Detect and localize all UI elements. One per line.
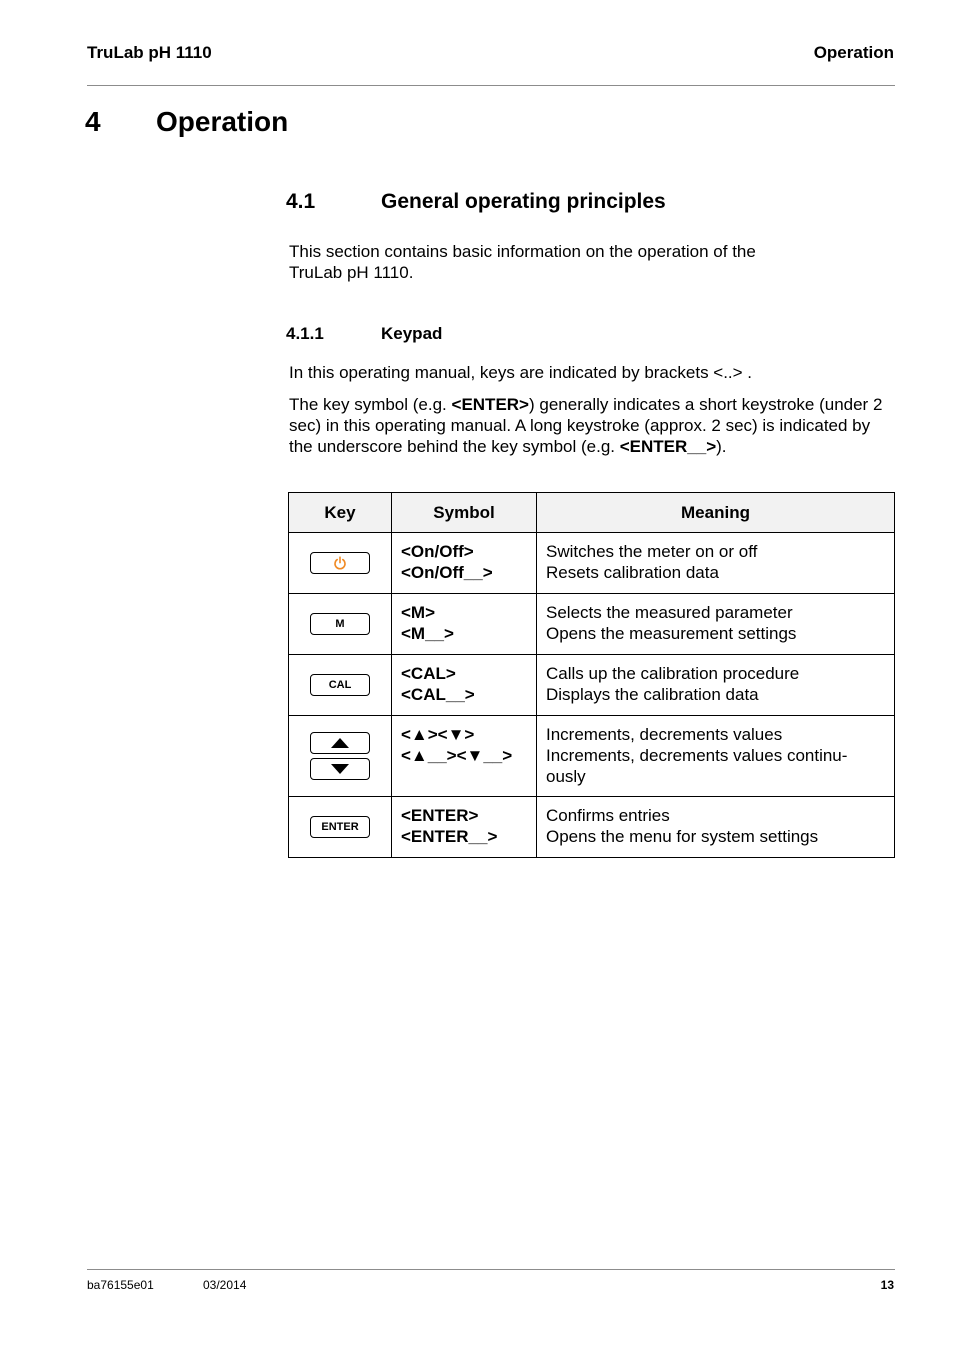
symbol-cell — [392, 594, 537, 655]
meaning-short: Increments, decrements values — [546, 725, 783, 744]
table-header-row — [289, 493, 895, 533]
symbol-short: <M> — [401, 603, 436, 622]
symbol-short: <On/Off> — [401, 542, 474, 561]
header-section: Operation — [813, 43, 894, 62]
on-off-key — [310, 552, 370, 574]
footer-doc-id: ba76155e01 — [87, 1278, 154, 1292]
keypad-table — [288, 492, 895, 858]
meaning-short: Switches the meter on or off — [546, 542, 758, 561]
footer-date: 03/2014 — [203, 1278, 247, 1292]
cal-key: CAL — [310, 674, 370, 696]
meaning-cell — [537, 594, 895, 655]
table-row — [289, 655, 895, 716]
header-title: TruLab pH 1110 — [87, 43, 212, 62]
table-row — [289, 533, 895, 594]
symbol-cell — [392, 655, 537, 716]
meaning-cell — [537, 797, 895, 858]
meaning-cell — [537, 533, 895, 594]
symbol-long: <M__> — [401, 624, 454, 643]
meaning-long: Opens the measurement settings — [546, 624, 797, 643]
up-arrow-icon — [330, 737, 350, 749]
power-icon — [333, 556, 347, 570]
arrow-keys — [310, 732, 370, 780]
symbol-long: <ENTER__> — [401, 827, 498, 846]
meaning-long: Displays the calibration data — [546, 685, 759, 704]
section-intro: This section contains basic information on the operation of the TruLab pH 1110. — [289, 242, 756, 282]
symbol-cell — [392, 533, 537, 594]
symbol-short: <CAL> — [401, 664, 456, 683]
meaning-long: Resets calibration data — [546, 563, 719, 582]
enter-key: ENTER — [310, 816, 370, 838]
meaning-long: Increments, decrements values continu-ously — [546, 746, 848, 786]
down-key — [310, 758, 370, 780]
key-cell — [289, 533, 392, 594]
meaning-short: Selects the measured parameter — [546, 603, 793, 622]
up-key — [310, 732, 370, 754]
symbol-short: <ENTER> — [401, 806, 479, 825]
footer-rule — [87, 1269, 895, 1270]
page-number: 13 — [880, 1278, 894, 1292]
down-arrow-icon — [330, 763, 350, 775]
keypad-paragraph-1: In this operating manual, keys are indicated by brackets <..> . — [289, 363, 753, 382]
table-row — [289, 716, 895, 797]
table-row — [289, 594, 895, 655]
meaning-cell — [537, 655, 895, 716]
symbol-short: <▲><▼> — [401, 725, 475, 744]
m-key: M — [310, 613, 370, 635]
chapter-number: 4 — [85, 106, 101, 137]
subsection-title: Keypad — [381, 324, 443, 343]
symbol-long: <▲__><▼__> — [401, 746, 513, 765]
column-header-key: Key — [289, 493, 392, 533]
meaning-long: Opens the menu for system settings — [546, 827, 819, 846]
symbol-long: <On/Off__> — [401, 563, 493, 582]
symbol-long: <CAL__> — [401, 685, 475, 704]
key-cell — [289, 797, 392, 858]
chapter-title: Operation — [156, 106, 289, 137]
column-header-symbol: Symbol — [392, 493, 537, 533]
symbol-cell — [392, 797, 537, 858]
meaning-short: Confirms entries — [546, 806, 670, 825]
header-rule — [87, 85, 895, 86]
section-number: 4.1 — [286, 190, 316, 213]
symbol-cell — [392, 716, 537, 797]
key-cell — [289, 594, 392, 655]
meaning-short: Calls up the calibration procedure — [546, 664, 800, 683]
table-row — [289, 797, 895, 858]
key-cell — [289, 716, 392, 797]
subsection-number: 4.1.1 — [286, 324, 324, 343]
keypad-paragraph-2: The key symbol (e.g. <ENTER>) generally indicates a short keystroke (under 2 sec) in this operating manual. A long keystroke (approx. 2 sec) is indicated by the underscore behind the key symbol (e.g. <ENTER__>). — [289, 395, 883, 456]
section-title: General operating principles — [381, 190, 666, 213]
meaning-cell — [537, 716, 895, 797]
key-cell — [289, 655, 392, 716]
column-header-meaning: Meaning — [537, 493, 895, 533]
